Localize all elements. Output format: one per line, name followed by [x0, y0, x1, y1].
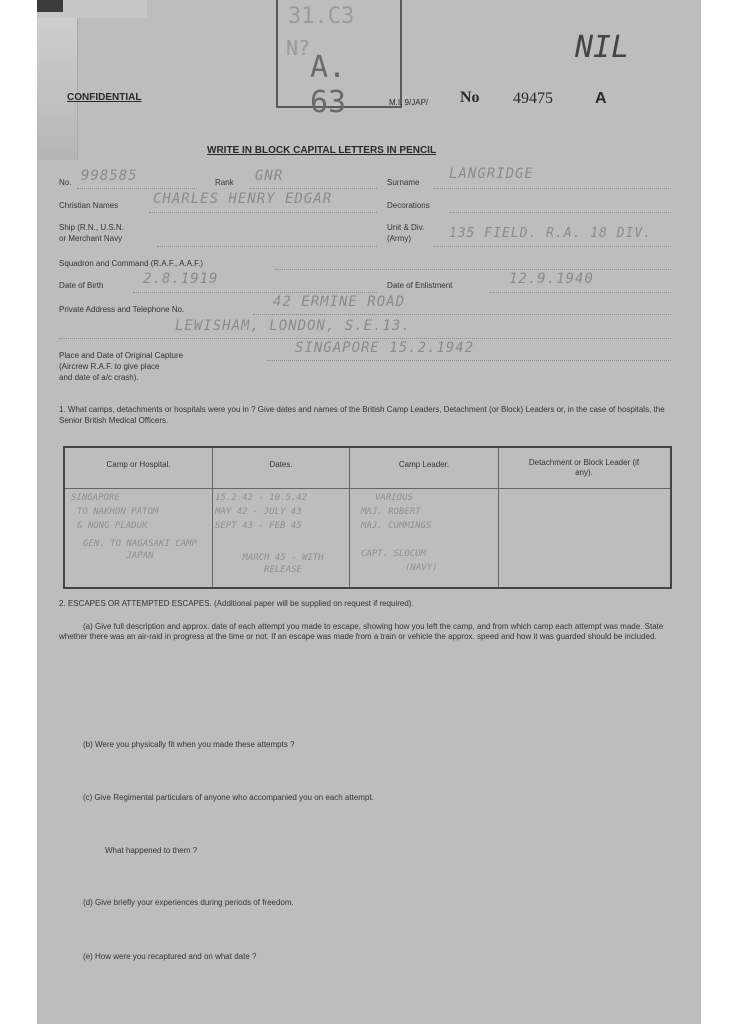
header-detachment-leader: Detachment or Block Leader (if any). [528, 458, 640, 477]
stamp-line-2: N? [286, 36, 311, 60]
number-label: No [460, 89, 480, 106]
squadron-label: Squadron and Command (R.A.F., A.A.F.) [59, 259, 204, 268]
table-row-2-leader: MAJ. ROBERT [361, 507, 421, 517]
capture-value: SINGAPORE 15.2.1942 [295, 340, 475, 356]
ship-label: Ship (R.N., U.S.N. [59, 223, 124, 232]
table-row-4-leader: CAPT. SLOCUM [361, 549, 427, 559]
question-2c-followup: What happened to them ? [105, 846, 198, 855]
confidential-label: CONFIDENTIAL [67, 92, 142, 103]
unit-label: Unit & Div. [387, 223, 425, 232]
address-line-2: LEWISHAM, LONDON, S.E.13. [175, 318, 411, 334]
capture-label-2: (Aircrew R.A.F. to give place [59, 362, 160, 371]
enlistment-label: Date of Enlistment [387, 281, 453, 290]
surname-label: Surname [387, 178, 420, 187]
table-row-2-camp: TO NAKHON PATOM [77, 507, 159, 517]
decorations-label: Decorations [387, 201, 430, 210]
christian-names-value: CHARLES HENRY EDGAR [153, 191, 333, 207]
dob-value: 2.8.1919 [143, 271, 219, 287]
camp-table [63, 446, 672, 589]
table-row-1-dates: 15.2.42 - 10.5.42 [215, 493, 308, 503]
capture-label: Place and Date of Original Capture [59, 351, 184, 360]
ship-label-2: or Merchant Navy [59, 234, 123, 243]
torn-corner [37, 0, 78, 160]
rank-value: GNR [255, 168, 284, 184]
table-row-3-dates: SEPT 43 - FEB 45 [215, 521, 302, 531]
header-dates: Dates. [269, 460, 293, 469]
christian-names-label: Christian Names [59, 201, 119, 210]
table-row-3-camp: & NONG PLADUK [77, 521, 148, 531]
table-row-4-dates: MARCH 45 - WITH RELEASE [242, 553, 324, 575]
unit-label-2: (Army) [387, 234, 411, 243]
no-label: No. [59, 178, 72, 187]
question-2e: (e) How were you recaptured and on what date ? [83, 952, 257, 961]
form-letter: A [595, 90, 607, 107]
table-row-1-leader: VARIOUS [375, 493, 413, 503]
header-camp-leader: Camp Leader. [398, 460, 450, 469]
surname-value: LANGRIDGE [449, 166, 534, 182]
capture-label-3: and date of a/c crash). [59, 373, 139, 382]
table-row-4-camp: GEN. TO NAGASAKI CAMP JAPAN [83, 539, 197, 561]
question-2b: (b) Were you physically fit when you made these attempts ? [83, 740, 295, 749]
table-row-2-dates: MAY 42 - JULY 43 [215, 507, 302, 517]
dob-label: Date of Birth [59, 281, 104, 290]
address-line-1: 42 ERMINE ROAD [273, 294, 406, 310]
address-label: Private Address and Telephone No. [59, 305, 185, 314]
stamp-line-3: A. 63 [310, 50, 347, 120]
form-code: M.I. 9/JAP/ [389, 98, 429, 107]
form-page [37, 0, 701, 1024]
reference-stamp [276, 0, 402, 120]
question-2d: (d) Give briefly your experiences during periods of freedom. [83, 898, 294, 907]
nil-annotation: NIL [575, 30, 630, 65]
table-row-5-leader: (NAVY) [405, 563, 438, 573]
question-1: 1. What camps, detachments or hospitals were you in ? Give dates and names of the British Camp Leaders, Detachment (or Block) Leaders or, in the case of hospitals, the Senior British Medical Officers. [59, 405, 665, 425]
rank-label: Rank [215, 178, 234, 187]
question-2c: (c) Give Regimental particulars of anyone who accompanied you on each attempt. [83, 793, 374, 802]
stamp-line-1: 31.C3 [288, 4, 355, 29]
unit-value: 135 FIELD. R.A. 18 DIV. [449, 226, 653, 241]
section-2-heading: 2. ESCAPES OR ATTEMPTED ESCAPES. (Additional paper will be supplied on request if required). [59, 599, 414, 608]
instruction-heading: WRITE IN BLOCK CAPITAL LETTERS IN PENCIL [207, 145, 437, 156]
dark-corner [37, 0, 63, 12]
table-row-3-leader: MAJ. CUMMINGS [361, 521, 432, 531]
question-2a: (a) Give full description and approx. date of each attempt you made to escape, showing how you left the camp, and from which camp each attempt was made. State whether there was an air-raid in progress at the time or not. If an escape was made from a train or vehicle the approx. speed and how it was guarded should be included. [59, 622, 664, 641]
enlistment-value: 12.9.1940 [509, 271, 594, 287]
no-value: 998585 [81, 168, 138, 184]
form-number: 49475 [513, 90, 553, 107]
header-camp: Camp or Hospital. [106, 460, 171, 469]
table-row-1-camp: SINGAPORE [71, 493, 120, 503]
